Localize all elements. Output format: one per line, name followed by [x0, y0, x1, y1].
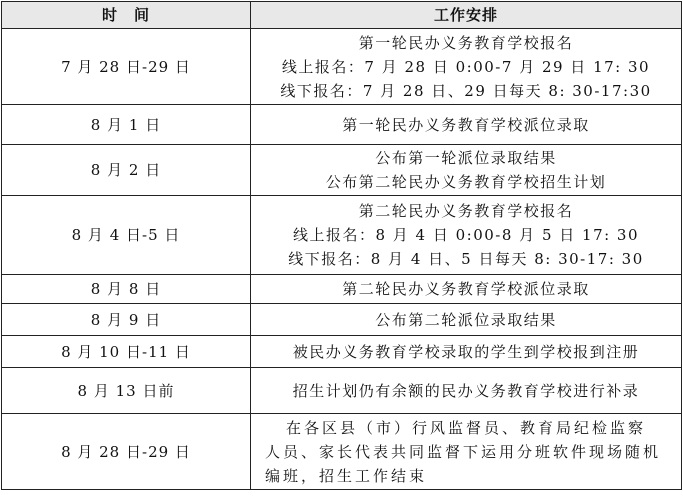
- work-line: 人员、家长代表共同监督下运用分班软件现场随机: [265, 442, 662, 461]
- row-time: 8 月 2 日: [2, 145, 251, 196]
- row-time: 8 月 13 日前: [2, 368, 251, 414]
- work-line: 公布第二轮派位录取结果: [375, 310, 557, 329]
- row-work: [251, 275, 682, 304]
- row-work: [251, 105, 682, 145]
- row-work: [251, 414, 682, 490]
- work-line: 第一轮民办义务教育学校派位录取: [342, 115, 590, 134]
- work-line: 公布第二轮民办义务教育学校招生计划: [325, 173, 607, 191]
- work-line: 第二轮民办义务教育学校派位录取: [342, 280, 590, 298]
- work-line: 线上报名：8 月 4 日 0:00-8 月 5 日 17: 30: [292, 226, 640, 244]
- row-work: [251, 29, 682, 105]
- row-work: [251, 145, 682, 196]
- row-time: 8 月 28 日-29 日: [2, 414, 251, 490]
- work-line: 编班，招生工作结束: [265, 466, 428, 485]
- work-line: 第一轮民办义务教育学校报名: [358, 33, 574, 52]
- row-time: 7 月 28 日-29 日: [2, 29, 251, 105]
- row-time: 8 月 9 日: [2, 304, 251, 336]
- table-row: [2, 29, 682, 105]
- enrollment-schedule-table: [1, 1, 682, 490]
- table-row: [2, 304, 682, 336]
- work-line: 线上报名：7 月 28 日 0:00-7 月 29 日 17: 30: [281, 57, 651, 76]
- table-row: [2, 275, 682, 304]
- header-work: 工作安排: [251, 2, 682, 29]
- table-row: [2, 145, 682, 196]
- work-line: 第二轮民办义务教育学校报名: [358, 202, 574, 220]
- work-line: 招生计划仍有余额的民办义务教育学校进行补录: [292, 381, 640, 400]
- table-header-row: [2, 2, 682, 29]
- work-line: 线下报名：7 月 28 日、29 日每天 8: 30-17:30: [280, 81, 652, 100]
- work-line: 公布第一轮派位录取结果: [375, 149, 557, 167]
- row-work: [251, 336, 682, 368]
- row-work: [251, 196, 682, 275]
- table-row: [2, 368, 682, 414]
- work-line: 线下报名：8 月 4 日、5 日每天 8: 30-17: 30: [288, 250, 644, 268]
- work-line: 在各区县（市）行风监督员、教育局纪检监察: [285, 418, 646, 437]
- table-row: [2, 196, 682, 275]
- row-time: 8 月 4 日-5 日: [2, 196, 251, 275]
- row-time: 8 月 8 日: [2, 275, 251, 304]
- row-time: 8 月 10 日-11 日: [2, 336, 251, 368]
- row-work: [251, 368, 682, 414]
- row-work: [251, 304, 682, 336]
- table-row: [2, 336, 682, 368]
- header-time: 时 间: [2, 2, 251, 29]
- table-row: [2, 414, 682, 490]
- work-line: 被民办义务教育学校录取的学生到学校报到注册: [292, 342, 640, 361]
- table-row: [2, 105, 682, 145]
- row-time: 8 月 1 日: [2, 105, 251, 145]
